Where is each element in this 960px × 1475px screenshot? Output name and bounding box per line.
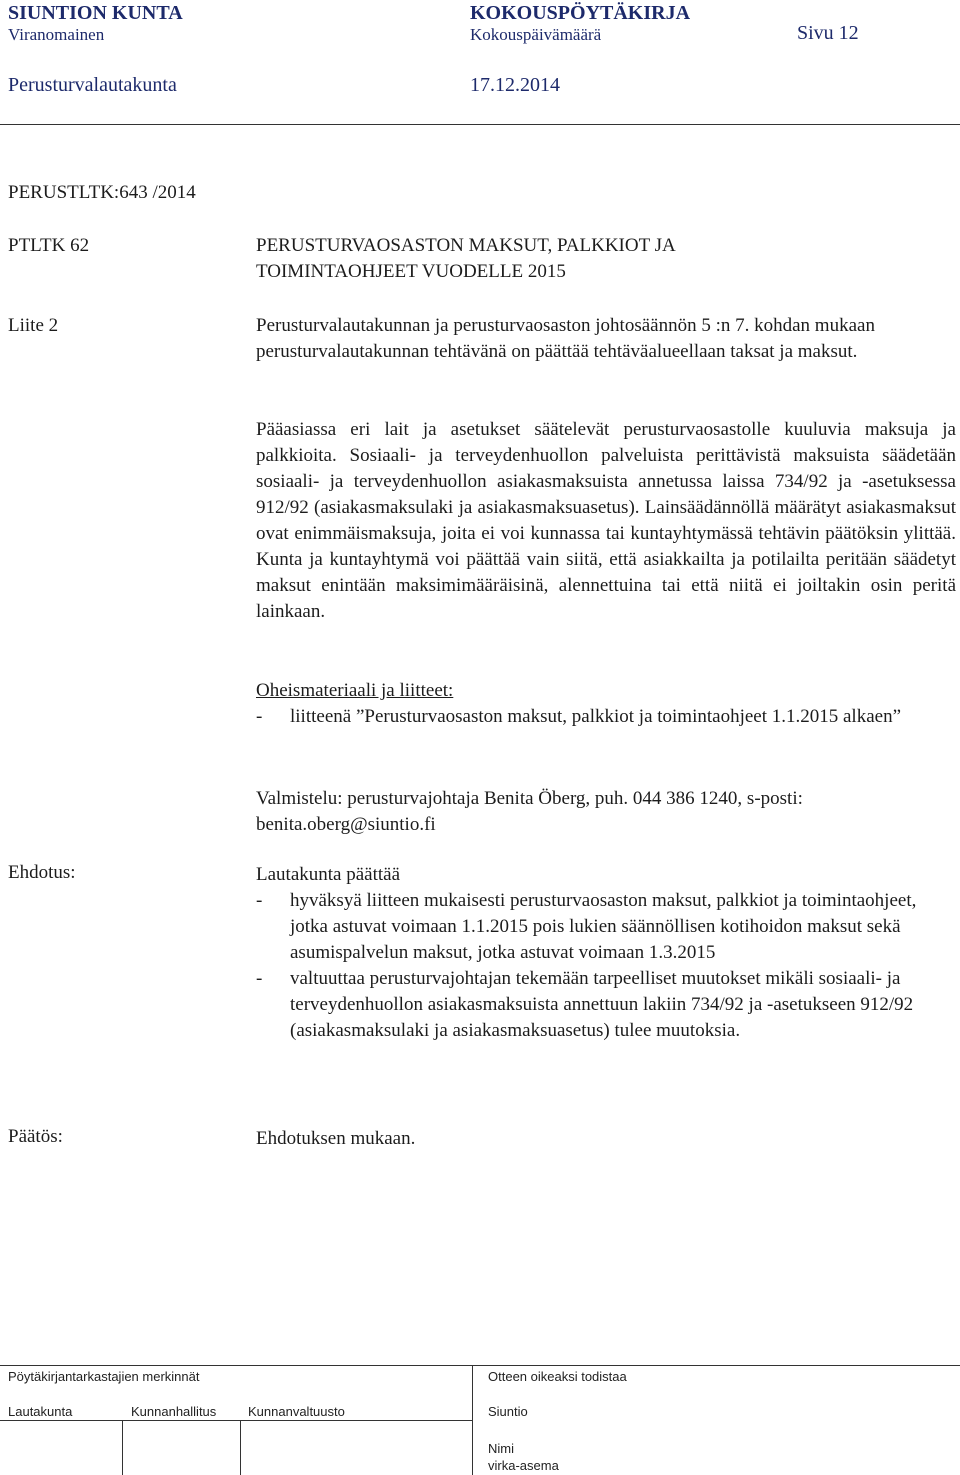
paragraph-intro bbox=[256, 313, 956, 365]
authority-label: Viranomainen bbox=[8, 25, 105, 44]
footer-board: Lautakunta bbox=[8, 1404, 73, 1419]
municipality-name: SIUNTION KUNTA bbox=[8, 2, 183, 24]
attachment-dash: - bbox=[256, 706, 263, 727]
footer-mid-rule bbox=[0, 1420, 472, 1421]
proposal-item-dash: - bbox=[256, 968, 263, 989]
authority-name: Perusturvalautakunta bbox=[8, 74, 177, 96]
proposal-item-text: hyväksyä liitteen mukaisesti perusturvaosaston maksut, palkkiot ja toimintaohjeet, jotka astuvat voimaan 1.1.2015 pois lukien säännöllisen kotihoidon maksut sekä asumispalvelun maksut, jotka astuvat voimaan 1.3.2015 bbox=[290, 890, 917, 963]
footer-council: Kunnanvaltuusto bbox=[248, 1404, 345, 1419]
item-title-line2: TOIMINTAOHJEET VUODELLE 2015 bbox=[256, 261, 566, 282]
footer-place: Siuntio bbox=[488, 1404, 528, 1419]
attachment-item-text: liitteenä ”Perusturvaosaston maksut, palkkiot ja toimintaohjeet 1.1.2015 alkaen” bbox=[290, 706, 902, 727]
meeting-date: 17.12.2014 bbox=[470, 74, 560, 96]
paragraph-legislation-text: Pääasiassa eri lait ja asetukset säätelevät perusturvaosastolle kuuluvia maksuja ja palkkioita. Sosiaali- ja terveydenhuollon palveluista perittävistä maksuista säädetään sosiaali- ja terveydenhuollon asiakasmaksuista annetussa laissa 734/92 ja -asetuksessa 912/92 (asiakasmaksulaki ja asiakasmaksuasetus). Lainsäädännöllä määrätyt asiakasmaksut ovat enimmäismaksuja, joita ei voi kunnassa tai kuntayhtymässä tehtävin päätöksin ylittää. Kunta ja kuntayhtymä voi päättää vain siitä, että asiakkailta ja potilailta peritään säädetyt maksut enintään maksimimääräisinä, alennettuina tai että niitä ei joiltakin osin peritä lainkaan. bbox=[256, 419, 956, 622]
attachment-label: Liite 2 bbox=[8, 315, 59, 336]
footer-divider bbox=[472, 1365, 473, 1475]
item-title-line1: PERUSTURVAOSASTON MAKSUT, PALKKIOT JA bbox=[256, 235, 676, 256]
footer-col-divider-1 bbox=[122, 1420, 123, 1475]
proposal-section bbox=[256, 862, 956, 1044]
signatures-label: Pöytäkirjantarkastajien merkinnät bbox=[8, 1369, 200, 1384]
decision-text: Ehdotuksen mukaan. bbox=[256, 1128, 416, 1149]
proposal-heading: Lautakunta päättää bbox=[256, 864, 401, 885]
footer-executive-board: Kunnanhallitus bbox=[131, 1404, 217, 1419]
paragraph-legislation bbox=[256, 417, 956, 625]
footer-top-rule bbox=[0, 1365, 960, 1366]
page-number: Sivu 12 bbox=[797, 22, 859, 44]
proposal-item-text: valtuuttaa perusturvajohtajan tekemään tarpeelliset muutokset mikäli sosiaali- ja terveydenhuollon asiakasmaksuista annettuun lakiin 734/92 ja -asetukseen 912/92 (asiakasmaksulaki ja asiakasmaksuasetus) tulee muutoksia. bbox=[290, 968, 914, 1041]
proposal-item bbox=[256, 966, 956, 1044]
proposal-item-dash: - bbox=[256, 890, 263, 911]
attachment-item bbox=[290, 704, 956, 730]
meeting-date-label: Kokouspäivämäärä bbox=[470, 25, 602, 44]
item-number: PTLTK 62 bbox=[8, 235, 90, 256]
decision-label: Päätös: bbox=[8, 1126, 63, 1147]
document-type: KOKOUSPÖYTÄKIRJA bbox=[470, 2, 691, 24]
header-divider bbox=[0, 124, 960, 125]
attachments-heading: Oheismateriaali ja liitteet: bbox=[256, 680, 454, 701]
certified-label: Otteen oikeaksi todistaa bbox=[488, 1369, 627, 1384]
case-reference: PERUSTLTK:643 /2014 bbox=[8, 182, 196, 203]
proposal-label: Ehdotus: bbox=[8, 862, 76, 883]
preparation-text: Valmistelu: perusturvajohtaja Benita Öberg, puh. 044 386 1240, s-posti: benita.oberg@siuntio.fi bbox=[256, 788, 803, 835]
proposal-item bbox=[256, 888, 956, 966]
footer-col-divider-2 bbox=[240, 1420, 241, 1475]
attachments-section bbox=[256, 678, 956, 704]
paragraph-intro-text: Perusturvalautakunnan ja perusturvaosaston johtosäännön 5 :n 7. kohdan mukaan perusturvalautakunnan tehtävänä on päättää tehtäväalueellaan taksat ja maksut. bbox=[256, 315, 875, 362]
footer-name-label: Nimi bbox=[488, 1441, 514, 1456]
footer-title-label: virka-asema bbox=[488, 1458, 559, 1473]
preparation-info bbox=[256, 786, 956, 838]
